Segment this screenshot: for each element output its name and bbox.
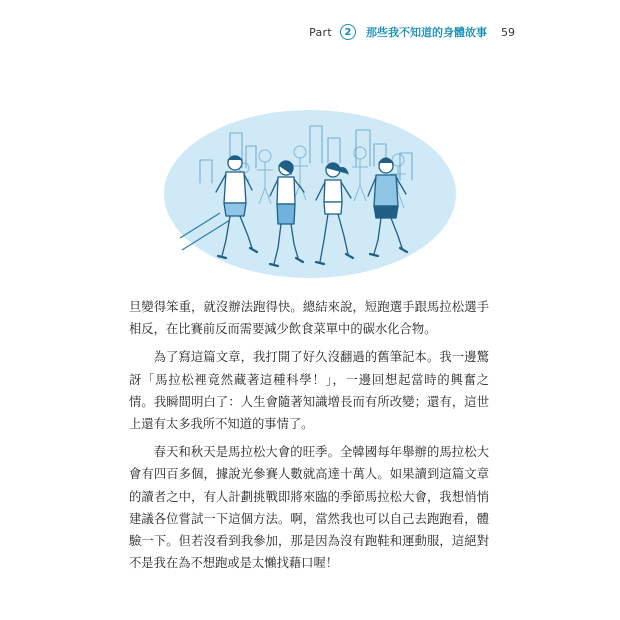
part-label: Part bbox=[309, 25, 332, 39]
paragraph-3: 春天和秋天是馬拉松大會的旺季。全韓國每年舉辦的馬拉松大會有四百多個，據說光參賽人數就高達十萬人。如果讀到這篇文章的讀者之中，有人計劃挑戰即將來臨的季節馬拉松大會，我想悄悄建議各位嘗試一下這個方法。啊，當然我也可以自己去跑跑看，體驗一下。但若沒看到我參加，那是因為沒有跑鞋和運動服，這絕對不是我在為不想跑或是太懶找藉口喔！ bbox=[129, 445, 489, 571]
paragraph-2: 為了寫這篇文章，我打開了好久沒翻過的舊筆記本。我一邊驚訝「馬拉松裡竟然藏著這種科學！」，一邊回想起當時的興奮之情。我瞬間明白了：人生會隨著知識增長而有所改變；還有，這世上還有太多我所不知道的事情了。 bbox=[129, 350, 489, 432]
body-text bbox=[129, 296, 489, 574]
paragraph-1: 旦變得笨重，就沒辦法跑得快。總結來說，短跑選手跟馬拉松選手相反，在比賽前反而需要減少飲食菜單中的碳水化合物。 bbox=[129, 300, 489, 337]
runners-drawing bbox=[160, 108, 460, 280]
page-number: 59 bbox=[501, 25, 515, 39]
chapter-title: 那些我不知道的身體故事 bbox=[366, 26, 487, 39]
part-number-badge: 2 bbox=[340, 24, 356, 40]
marathon-runners-illustration bbox=[160, 108, 460, 280]
running-header bbox=[309, 24, 515, 40]
